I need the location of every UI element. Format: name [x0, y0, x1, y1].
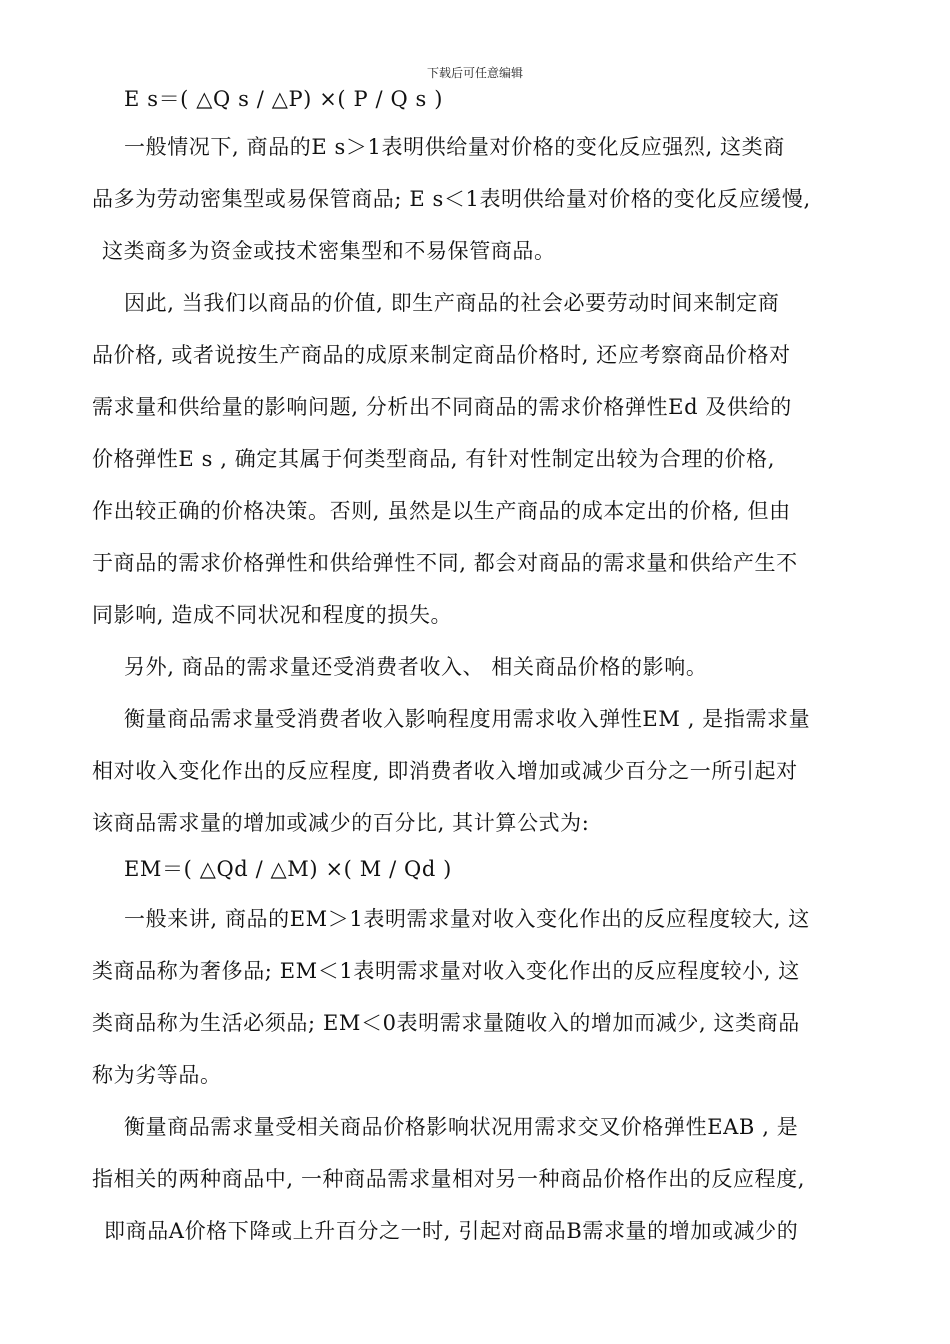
paragraph-line: 需求量和供给量的影响问题, 分析出不同商品的需求价格弹性Ed 及供给的: [92, 395, 792, 419]
paragraph-line: 价格弹性E s , 确定其属于何类型商品, 有针对性制定出较为合理的价格,: [92, 447, 776, 471]
formula-em: EM＝( △Qd / △M) ×( M / Qd ): [124, 857, 452, 881]
paragraph-line: 同影响, 造成不同状况和程度的损失。: [92, 603, 453, 627]
paragraph-line: 品多为劳动密集型或易保管商品; E s＜1表明供给量对价格的变化反应缓慢,: [92, 187, 811, 211]
paragraph-line: 品价格, 或者说按生产商品的成原来制定商品价格时, 还应考察商品价格对: [92, 343, 791, 367]
paragraph-line: 类商品称为生活必须品; EM＜0表明需求量随收入的增加而减少, 这类商品: [92, 1011, 800, 1035]
paragraph-line: 即商品A价格下降或上升百分之一时, 引起对商品B需求量的增加或减少的: [104, 1219, 799, 1243]
paragraph-line: 该商品需求量的增加或减少的百分比, 其计算公式为:: [92, 811, 590, 835]
paragraph-line: 衡量商品需求量受相关商品价格影响状况用需求交叉价格弹性EAB , 是: [124, 1115, 799, 1139]
paragraph-line: 衡量商品需求量受消费者收入影响程度用需求收入弹性EM , 是指需求量: [124, 707, 811, 731]
paragraph-line: 因此, 当我们以商品的价值, 即生产商品的社会必要劳动时间来制定商: [124, 291, 780, 315]
paragraph-line: 一般来讲, 商品的EM＞1表明需求量对收入变化作出的反应程度较大, 这: [124, 907, 810, 931]
paragraph-line: 称为劣等品。: [92, 1063, 222, 1087]
paragraph-line: 相对收入变化作出的反应程度, 即消费者收入增加或减少百分之一所引起对: [92, 759, 798, 783]
paragraph-line: 指相关的两种商品中, 一种商品需求量相对另一种商品价格作出的反应程度,: [92, 1167, 806, 1191]
paragraph-line: 作出较正确的价格决策。否则, 虽然是以生产商品的成本定出的价格, 但由: [92, 499, 791, 523]
paragraph-line: 于商品的需求价格弹性和供给弹性不同, 都会对商品的需求量和供给产生不: [92, 551, 798, 575]
paragraph-line: 这类商多为资金或技术密集型和不易保管商品。: [102, 239, 556, 263]
header-note: 下载后可任意编辑: [426, 66, 523, 80]
paragraph-line: 类商品称为奢侈品; EM＜1表明需求量对收入变化作出的反应程度较小, 这: [92, 959, 800, 983]
paragraph-line: 另外, 商品的需求量还受消费者收入、 相关商品价格的影响。: [124, 655, 708, 679]
formula-es: E s＝( △Q s / △P) ×( P / Q s ): [124, 87, 443, 111]
paragraph-line: 一般情况下, 商品的E s＞1表明供给量对价格的变化反应强烈, 这类商: [124, 135, 785, 159]
